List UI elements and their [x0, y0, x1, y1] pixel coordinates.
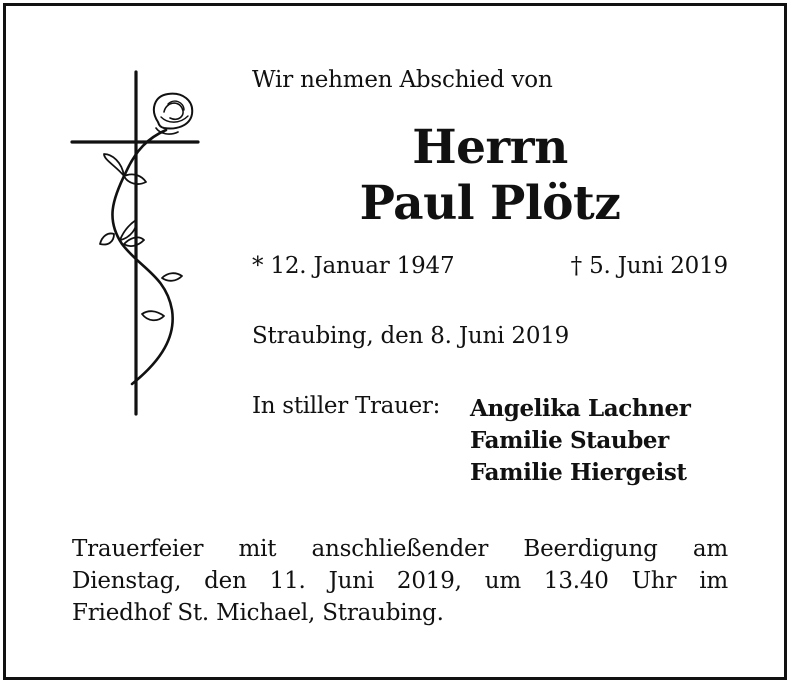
mourner-name: Familie Stauber [470, 427, 669, 454]
mourners-label: In stiller Trauer: [252, 393, 441, 419]
life-dates [252, 253, 728, 279]
service-line: Dienstag, den 11. Juni 2019, um 13.40 Uhr im [72, 568, 728, 594]
funeral-service-info [72, 533, 728, 629]
service-line: Friedhof St. Michael, Straubing. [72, 600, 444, 626]
death-date: † 5. Juni 2019 [570, 253, 728, 279]
cross-with-rose-icon [64, 68, 214, 420]
mourner-name: Familie Hiergeist [470, 459, 687, 486]
deceased-name: Paul Plötz [359, 176, 621, 231]
obituary-frame [3, 3, 787, 680]
service-line: Trauerfeier mit anschließender Beerdigung am [72, 536, 728, 562]
deceased-name-block [306, 120, 674, 232]
birth-date: * 12. Januar 1947 [252, 253, 455, 279]
intro-text: Wir nehmen Abschied von [252, 67, 553, 93]
mourners-list [470, 393, 690, 489]
salutation: Herrn [412, 120, 568, 175]
place-and-date: Straubing, den 8. Juni 2019 [252, 323, 570, 349]
mourner-name: Angelika Lachner [470, 395, 691, 422]
